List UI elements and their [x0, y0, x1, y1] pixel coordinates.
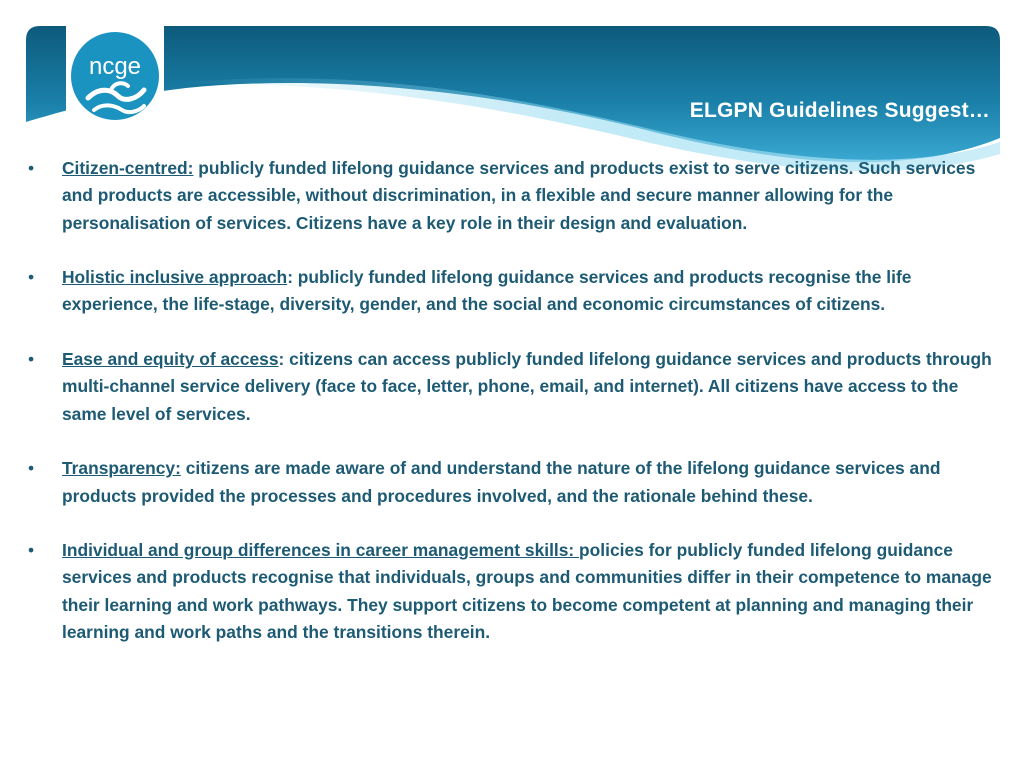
- bullet-text: policies for publicly funded lifelong guidance services and products recognise that individuals, groups and communities differ in their competence to manage their learning and work pathways. They support citizens to become competent at planning and managing their learning and work paths and the transitions therein.: [62, 540, 992, 643]
- bullet-marker: •: [28, 158, 35, 178]
- bullet-individual-and-group-differences: [26, 537, 996, 646]
- bullet-ease-and-equity-of-access: [26, 346, 996, 428]
- bullet-marker: •: [28, 540, 35, 561]
- bullet-marker: •: [28, 458, 35, 479]
- bullet-term: Ease and equity of access: [62, 349, 279, 370]
- bullet-term: Transparency:: [62, 458, 181, 479]
- bullet-text: : citizens can access publicly funded lifelong guidance services and products through multi-channel service delivery (face to face, letter, phone, email, and internet). All citizens have access to the same level of services.: [62, 349, 992, 424]
- bullet-transparency: [26, 455, 996, 510]
- bullet-text: citizens are made aware of and understand the nature of the lifelong guidance services and products provided the processes and procedures involved, and the rationale behind these.: [62, 458, 941, 506]
- bullet-citizen-centred: [26, 155, 996, 237]
- bullet-term: Citizen-centred:: [62, 158, 194, 178]
- ncge-logo: [66, 26, 164, 128]
- bullet-list: [26, 155, 996, 646]
- bullet-holistic-inclusive-approach: [26, 264, 996, 319]
- bullet-marker: •: [28, 267, 35, 288]
- bullet-text: : publicly funded lifelong guidance services and products recognise the life experience, the life-stage, diversity, gender, and the social and economic circumstances of citizens.: [62, 267, 912, 315]
- bullet-term: Holistic inclusive approach: [62, 267, 288, 288]
- bullet-term: Individual and group differences in career management skills:: [62, 540, 580, 561]
- slide-title: ELGPN Guidelines Suggest…: [689, 99, 990, 122]
- bullet-text: publicly funded lifelong guidance services and products exist to serve citizens. Such services and products are accessible, without discrimination, in a flexible and secure manner allowing for the personalisation of services. Citizens have a key role in their design and evaluation.: [62, 158, 976, 233]
- logo-text: ncge: [88, 53, 142, 80]
- bullet-marker: •: [28, 349, 35, 370]
